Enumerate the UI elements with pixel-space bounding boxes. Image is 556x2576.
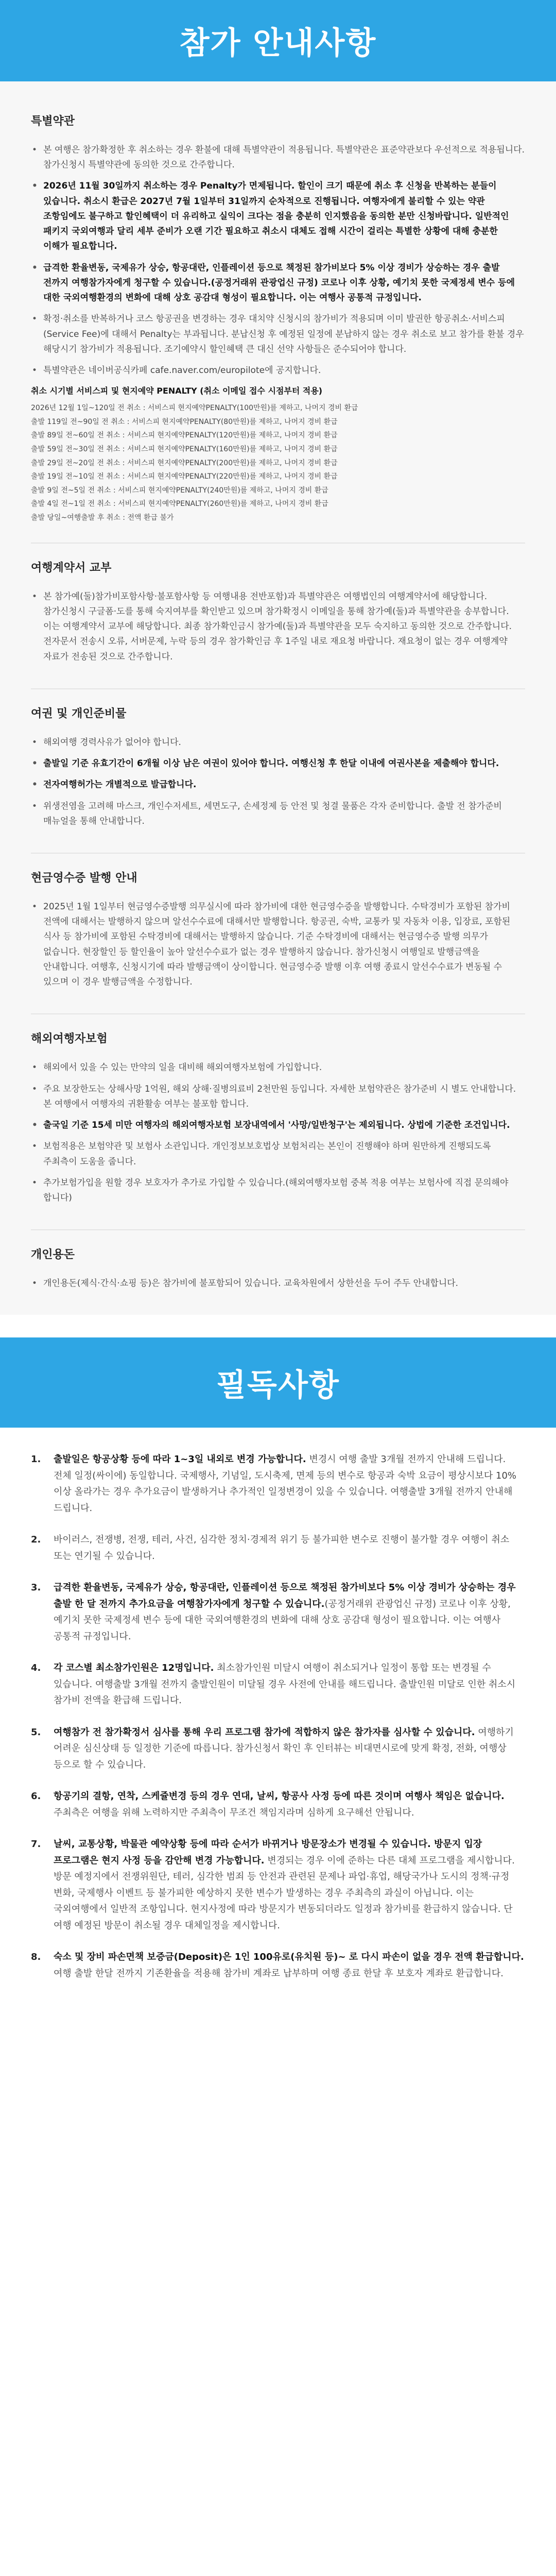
note-text (54, 1949, 525, 1981)
bullet-item: • 확정·취소를 반복하거나 코스 항공권을 변경하는 경우 대치약 신청시의 참가비가 적용되며 이미 발권한 항공취소·서비스피(Service Fee)에 대해서 Penalty는 부과됩니다. 분납신청 후 예정된 일정에 분납하지 않는 경우 취소로 보고 참가를 환불 경우 해당시기 참가비가 적용됩니다. 조기예약시 할인혜택 큰 대신 선약 사항들은 준수되어야 합니다. (31, 312, 525, 357)
bullet-list (31, 143, 525, 378)
info-sections (0, 81, 556, 1315)
note-rest: 여행 출발 한달 전까지 기존환율을 적용해 참가비 계좌로 납부하며 여행 종료 한달 후 보호자 계좌로 환급합니다. (54, 1968, 504, 1979)
fee-row: 출발 19일 전~10일 전 취소 : 서비스피 현지예약PENALTY(220만원)를 제하고, 나머지 경비 환급 (31, 472, 338, 481)
section-title: 특별약관 (31, 115, 75, 128)
note-item (31, 1580, 525, 1645)
bullet-item: • 주요 보장한도는 상해사망 1억원, 해외 상해·질병의료비 2천만원 등입니다. 자세한 보험약관은 참가준비 시 별도 안내합니다. 본 여행에서 여행자의 귀환활송 여부는 불포함 합니다. (31, 1082, 525, 1112)
note-text (54, 1724, 525, 1773)
note-text (54, 1532, 525, 1564)
note-number: 1. (31, 1454, 41, 1465)
bottom-banner-title: 필독사항 (216, 1367, 340, 1403)
section-title: 현금영수증 발행 안내 (31, 871, 137, 885)
bullet-item: • 해외여행 경력사유가 없어야 합니다. (31, 735, 525, 750)
section-title: 개인용돈 (31, 1248, 75, 1262)
section-title: 여권 및 개인준비물 (31, 707, 127, 720)
note-item (31, 1724, 525, 1773)
notes-list (0, 1428, 556, 2028)
note-text (54, 1451, 525, 1516)
note-text (54, 1580, 525, 1645)
section-0 (31, 97, 525, 544)
note-lead: 항공기의 결항, 연착, 스케쥴변경 등의 경우 연대, 날씨, 항공사 사정 등에 따른 것이며 여행사 책임은 없습니다. (54, 1791, 505, 1802)
bullet-item: • 본 여행은 참가확정한 후 취소하는 경우 환불에 대해 특별약관이 적용됩니다. 특별약관은 표준약관보다 우선적으로 적용됩니다. 참가신청시 특별약관에 동의한 것으로 간주합니다. (31, 143, 525, 173)
note-rest: 여행하기 어려운 심신상태 등 일정한 기준에 따릅니다. 참가신청서 확인 후 인터뷰는 비대면시로에 맞게 확정, 전화, 여행상 등으로 할 수 있습니다. (54, 1726, 514, 1770)
fee-row: 출발 9일 전~5일 전 취소 : 서비스피 현지예약PENALTY(240만원)를 제하고, 나머지 경비 환급 (31, 486, 328, 495)
note-number: 6. (31, 1791, 41, 1802)
section-4 (31, 1014, 525, 1230)
bullet-item: • 추가보험가입을 원할 경우 보호자가 추가로 가입할 수 있습니다.(해외여행자보험 중복 적용 여부는 보험사에 직접 문의해야 합니다) (31, 1176, 525, 1206)
bullet-item: • 개인용돈(제식·간식·쇼핑 등)은 참가비에 불포함되어 있습니다. 교육차원에서 상한선을 두어 주두 안내합니다. (31, 1276, 525, 1291)
note-item (31, 1532, 525, 1564)
bullet-item: • 해외에서 있을 수 있는 만약의 일을 대비해 해외여행자보험에 가입합니다. (31, 1060, 525, 1075)
section-title: 해외여행자보험 (31, 1032, 108, 1046)
section-2 (31, 689, 525, 854)
note-item (31, 1836, 525, 1934)
note-rest: 바이러스, 전쟁병, 전쟁, 테러, 사건, 심각한 정치·경제적 위기 등 불가피한 변수로 진행이 불가할 경우 여행이 취소 또는 연기될 수 있습니다. (54, 1534, 510, 1562)
bullet-item: • 보험적용은 보험약관 및 보험사 소관입니다. 개인정보보호법상 보험처리는 본인이 진행해야 하며 원만하게 진행되도록 주최측이 도움을 줍니다. (31, 1139, 525, 1169)
note-number: 7. (31, 1839, 41, 1850)
note-rest: (공정거래위 관광업신 규정) 코로나 이후 상황, 예기치 못한 국제정세 변수 등에 대한 국외여행환경의 변화에 대해 상호 공감대 형성이 필요합니다. 이는 여행사 공통적 규정입니다. (54, 1598, 511, 1642)
bullet-item: • 2026년 11월 30일까지 취소하는 경우 Penalty가 면제됩니다. 할인이 크기 때문에 취소 후 신청을 반복하는 분들이 있습니다. 취소시 환급은 2027년 7월 1일부터 31일까지 순차적으로 진행됩니다. 여행자에게 불리할 수 있는 약관 조항임에도 불구하고 할인혜택이 더 유리하고 실익이 크다는 점을 충분히 인지했음을 동의한 분만 신청바랍니다. 일반적인 패키지 국외여행과 달리 세부 준비가 오랜 기간 필요하고 취소시 대체도 접해 시간이 걸리는 특별한 상황에 대해 충분한 이해가 필요합니다. (31, 179, 525, 254)
note-text (54, 1836, 525, 1934)
fee-row: 출발 4일 전~1일 전 취소 : 서비스피 현지예약PENALTY(260만원)를 제하고, 나머지 경비 환급 (31, 500, 328, 509)
fee-table-title: 취소 시기별 서비스피 및 현지예약 PENALTY (취소 이메일 접수 시점부터 적용) (31, 386, 323, 396)
bullet-item: • 전자여행허가는 개별적으로 발급합니다. (31, 777, 525, 792)
fee-row: 출발 당일~여행출발 후 취소 : 전액 환급 불가 (31, 514, 174, 522)
top-banner-title: 참가 안내사항 (179, 25, 377, 61)
note-lead: 날씨, 교통상황, 박물관 예약상황 등에 따라 순서가 바뀌거나 방문장소가 변경될 수 있습니다. 방문지 입장 프로그램은 현지 사정 등을 감안해 변경 가능합니다. (54, 1839, 482, 1866)
section-1 (31, 544, 525, 689)
section-3 (31, 854, 525, 1014)
bullet-list (31, 1060, 525, 1206)
bullet-item: • 특별약관은 네이버공식카페 cafe.naver.com/europilote에 공지합니다. (31, 363, 525, 378)
note-lead: 출발일은 항공상황 등에 따라 1~3일 내외로 변경 가능합니다. (54, 1454, 306, 1465)
section-title: 여행계약서 교부 (31, 561, 112, 574)
note-rest: 주최측은 여행을 위해 노력하지만 주최측이 무조건 책임지라며 심하게 요구해선 안됩니다. (54, 1807, 414, 1818)
bullet-item: • 급격한 환율변동, 국제유가 상승, 항공대란, 인플레이션 등으로 책정된 참가비보다 5% 이상 경비가 상승하는 경우 출발 전까지 여행참가자에게 청구할 수 있습니다.(공정거래위 관광업신 규정) 코로나 이후 상황, 예기치 못한 국제정세 변수 등에 대한 국외여행환경의 변화에 대해 상호 공감대 형성이 필요합니다. 이는 여행사 공통적 규정입니다. (31, 261, 525, 306)
bullet-list (31, 1276, 525, 1291)
note-item (31, 1451, 525, 1516)
fee-row: 출발 89일 전~60일 전 취소 : 서비스피 현지예약PENALTY(120만원)를 제하고, 나머지 경비 환급 (31, 431, 338, 440)
note-rest: 변경시 여행 출발 3개월 전까지 안내해 드립니다. 전체 일정(싸이에) 동일합니다. 국제행사, 기념일, 도시축제, 면제 등의 변수로 항공과 숙박 요금이 평상시보다 10% 이상 올라가는 경우 추가요금이 발생하거나 추가적인 일정변경이 있을 수 있습니다. 여행출발 3개월 전까지 안내해 드립니다. (54, 1454, 517, 1514)
note-rest: 변경되는 경우 이에 준하는 다른 대체 프로그램을 제시합니다. 방문 예정지에서 전쟁위원단, 테러, 심각한 범죄 등 안전과 관련된 문제나 파업·휴업, 해당국가나 도시의 정책·규정 변화, 국제행사 이벤트 등 불가피한 예상하지 못한 변수가 발생하는 경우 주최측의 과실이 아닙니다. 이는 국외여행에서 일반적 조항입니다. 현지사정에 따라 방문지가 변동되더라도 일정과 참가비를 환급하지 않습니다. 단 여행 예정된 방문이 취소될 경우 대체일정을 제시합니다. (54, 1855, 515, 1931)
note-lead: 급격한 환율변동, 국제유가 상승, 항공대란, 인플레이션 등으로 책정된 참가비보다 5% 이상 경비가 상승하는 경우 출발 한 달 전까지 추가요금을 여행참가자에게 청구할 수 있습니다. (54, 1582, 516, 1609)
note-lead: 각 코스별 최소참가인원은 12명입니다. (54, 1663, 214, 1674)
bullet-item: • 출국일 기준 15세 미만 여행자의 해외여행자보험 보장내역에서 '사망/일반청구'는 제외됩니다. 상법에 기준한 조건입니다. (31, 1118, 525, 1133)
top-banner (0, 0, 556, 81)
note-rest: 최소참가인원 미달시 여행이 취소되거나 일정이 통합 또는 변경될 수 있습니다. 여행출발 3개월 전까지 출발인원이 미달될 경우 사전에 안내를 해드립니다. 출발인원 미달로 인한 취소시 참가비 전액을 환급해 드립니다. (54, 1663, 516, 1706)
bullet-item: • 위생전염을 고려해 마스크, 개인수저세트, 세면도구, 손세정제 등 안전 및 청결 물품은 각자 준비합니다. 출발 전 참가준비 매뉴얼을 통해 안내합니다. (31, 799, 525, 829)
fee-row: 출발 119일 전~90일 전 취소 : 서비스피 현지예약PENALTY(80만원)를 제하고, 나머지 경비 환급 (31, 417, 338, 426)
note-lead: 숙소 및 장비 파손면책 보증금(Deposit)은 1인 100유로(유치원 등)~ 로 다시 파손이 없을 경우 전액 환급합니다. (54, 1952, 524, 1963)
fee-row: 출발 29일 전~20일 전 취소 : 서비스피 현지예약PENALTY(200만원)를 제하고, 나머지 경비 환급 (31, 459, 338, 467)
bullet-list (31, 589, 525, 665)
note-item (31, 1788, 525, 1821)
note-number: 4. (31, 1663, 41, 1674)
bullet-item: • 본 참가예(둘)참가비포함사항·불포함사항 등 여행내용 전반포함)과 특별약관은 여행법인의 여행계약서에 해당합니다. 참가신청시 구글폼·도를 통해 숙지여부를 확인받고 있으며 참가확정시 이메일을 통해 참가예(둘)과 특별약관을 송부합니다. 이는 여행계약서 교부에 해당합니다. 최종 참가확인금시 참가예(둘)과 특별약관을 모두 숙지하고 동의한 것으로 간주합니다. 전자문서 전송시 오류, 서버문제, 누락 등의 경우 참가확인금 후 1주일 내로 재요청 바랍니다. 재요청이 없는 경우 여행계약 자료가 전송된 것으로 간주합니다. (31, 589, 525, 665)
note-number: 2. (31, 1534, 41, 1546)
note-lead: 여행참가 전 참가확정서 심사를 통해 우리 프로그램 참가에 적합하지 않은 참가자를 심사할 수 있습니다. (54, 1726, 475, 1738)
note-text (54, 1660, 525, 1709)
section-5 (31, 1230, 525, 1315)
bottom-banner (0, 1337, 556, 1428)
fee-row: 2026년 12월 1일~120일 전 취소 : 서비스피 현지예약PENALTY(100만원)를 제하고, 나머지 경비 환급 (31, 404, 358, 413)
bullet-item: • 2025년 1월 1일부터 현금영수증발행 의무실시에 따라 참가비에 대한 현금영수증을 발행합니다. 수탁경비가 포함된 참가비 전액에 대해서는 발행하지 않으며 알선수수료에 대해서만 발행합니다. 항공권, 숙박, 교통카 및 자동차 이용, 입장료, 포함된 식사 등 참가비에 포함된 수탁경비에 대해서는 발행하지 않습니다. 기준 수탁경비에 대해서는 현금영수증 발행 의무가 없습니다. 현장할인 등 할인율이 높아 알선수수료가 없는 경우 발행하지 않습니다. 참가신청시 여행일로 발행금액을 안내합니다. 여행후, 신청시기에 따라 발행금액이 상이합니다. 현금영수증 발행 이후 여행 종료시 알선수수료가 변동될 수 있으며 이 경우 발행금액을 수정합니다. (31, 900, 525, 990)
bullet-item: • 출발일 기준 유효기간이 6개월 이상 남은 여권이 있어야 합니다. 여행신청 후 한달 이내에 여권사본을 제출해야 합니다. (31, 756, 525, 771)
note-item (31, 1949, 525, 1981)
bullet-list (31, 900, 525, 990)
note-number: 8. (31, 1952, 41, 1963)
bullet-list (31, 735, 525, 829)
note-number: 3. (31, 1582, 41, 1594)
note-number: 5. (31, 1726, 41, 1738)
fee-row: 출발 59일 전~30일 전 취소 : 서비스피 현지예약PENALTY(160만원)를 제하고, 나머지 경비 환급 (31, 445, 338, 454)
note-text (54, 1788, 525, 1821)
note-item (31, 1660, 525, 1709)
